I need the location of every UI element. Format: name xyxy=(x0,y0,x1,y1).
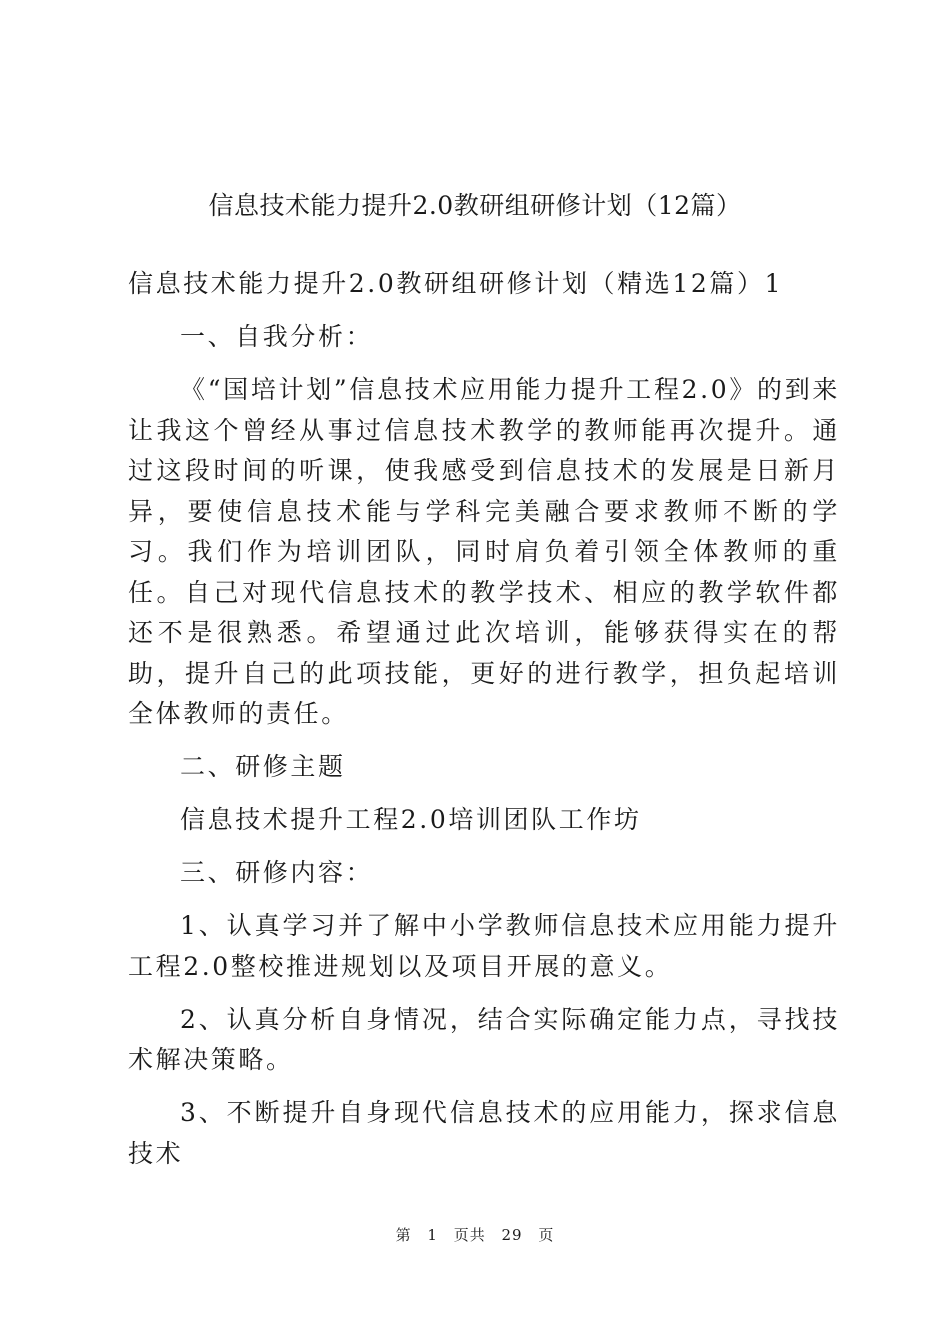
list-item-3: 3、不断提升自身现代信息技术的应用能力，探求信息技术 xyxy=(128,1098,840,1168)
list-item-2: 2、认真分析自身情况，结合实际确定能力点，寻找技术解决策略。 xyxy=(128,1004,840,1074)
subheading-research-content: 三、研修内容： xyxy=(180,858,374,887)
paragraph-research-theme: 信息技术提升工程2.0培训团队工作坊 xyxy=(180,805,642,834)
subheading-research-theme: 二、研修主题 xyxy=(180,752,346,781)
subheading-self-analysis: 一、自我分析： xyxy=(180,322,374,351)
document-title: 信息技术能力提升2.0教研组研修计划（12篇） xyxy=(208,191,742,220)
paragraph-self-analysis: 《“国培计划”信息技术应用能力提升工程2.0》的到来让我这个曾经从事过信息技术教学的教师能再次提升。通过这段时间的听课，使我感受到信息技术的发展是日新月异，要使信息技术能与学科完美融合要求教师不断的学习。我们作为培训团队，同时肩负着引领全体教师的重任。自己对现代信息技术的教学技术、相应的教学软件都还不是很熟悉。希望通过此次培训，能够获得实在的帮助，提升自己的此项技能，更好的进行教学，担负起培训全体教师的责任。 xyxy=(128,375,840,728)
document-body xyxy=(128,264,840,1187)
page-number-footer: 第 1 页共 29 页 xyxy=(395,1226,555,1244)
list-item-1: 1、认真学习并了解中小学教师信息技术应用能力提升工程2.0整校推进规划以及项目开展的意义。 xyxy=(128,911,840,981)
section-heading: 信息技术能力提升2.0教研组研修计划（精选12篇）1 xyxy=(128,269,784,298)
